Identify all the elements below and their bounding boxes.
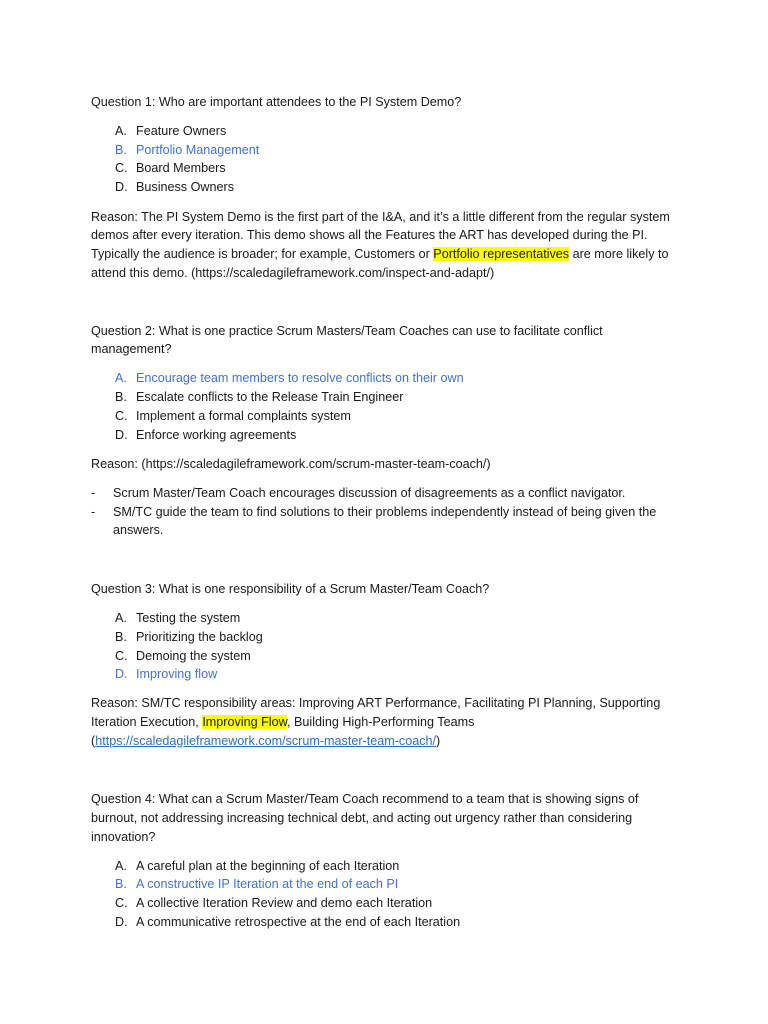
q4-question-line3: innovation? (91, 830, 156, 844)
option-letter: A. (115, 371, 127, 385)
option-letter: C. (115, 649, 128, 663)
option-text: A constructive IP Iteration at the end of each PI (136, 877, 399, 891)
q2-question-line1: Question 2: What is one practice Scrum Masters/Team Coaches can use to facilitate conflict (91, 324, 603, 338)
q2-option-b (115, 388, 403, 407)
option-text: Feature Owners (136, 124, 227, 138)
option-text: A careful plan at the beginning of each Iteration (136, 859, 400, 873)
paren-close: ) (436, 734, 441, 748)
q3-option-a (115, 609, 240, 628)
q1-option-b-correct (115, 141, 259, 160)
option-text: Escalate conflicts to the Release Train Engineer (136, 390, 404, 404)
highlighted-text: Portfolio representatives (433, 247, 570, 261)
q2-bullet-2 (91, 503, 656, 522)
paren-open: ( (91, 734, 96, 748)
q4-option-c (115, 894, 432, 913)
option-text: Testing the system (136, 611, 241, 625)
option-letter: A. (115, 611, 127, 625)
option-text: Board Members (136, 161, 226, 175)
q3-option-b (115, 628, 263, 647)
option-letter: B. (115, 877, 127, 891)
option-letter: D. (115, 428, 128, 442)
q4-question-line2: burnout, not addressing increasing technical debt, and acting out urgency rather than considering (91, 811, 633, 825)
q2-option-d (115, 426, 296, 445)
option-letter: C. (115, 161, 128, 175)
highlighted-text: Improving Flow (202, 715, 288, 729)
option-text: Encourage team members to resolve conflicts on their own (136, 371, 464, 385)
q3-option-c (115, 647, 251, 666)
option-text: Prioritizing the backlog (136, 630, 263, 644)
q1-reason-line3 (91, 245, 669, 264)
bullet-dash: - (91, 505, 96, 519)
bullet-text: Scrum Master/Team Coach encourages discussion of disagreements as a conflict navigator. (113, 486, 626, 500)
option-text: Demoing the system (136, 649, 251, 663)
reason-text: , Building High-Performing Teams (287, 715, 475, 729)
q2-reason: Reason: (https://scaledagileframework.com/scrum-master-team-coach/) (91, 457, 491, 471)
q3-reason-line3 (91, 732, 440, 751)
q3-reason-line2 (91, 713, 474, 732)
option-text: A communicative retrospective at the end of each Iteration (136, 915, 461, 929)
q1-question: Question 1: Who are important attendees to the PI System Demo? (91, 95, 462, 109)
q1-reason-line4: attend this demo. (https://scaledagileframework.com/inspect-and-adapt/) (91, 266, 495, 280)
q4-option-d (115, 913, 460, 932)
q2-option-a-correct (115, 369, 464, 388)
reason-text: are more likely to (569, 247, 669, 261)
option-letter: D. (115, 915, 128, 929)
option-letter: C. (115, 896, 128, 910)
q1-option-d (115, 178, 234, 197)
q3-reason-line1: Reason: SM/TC responsibility areas: Improving ART Performance, Facilitating PI Planning, Supporting (91, 696, 661, 710)
bullet-dash: - (91, 486, 96, 500)
option-letter: D. (115, 180, 128, 194)
option-letter: B. (115, 630, 127, 644)
option-letter: D. (115, 667, 128, 681)
q3-option-d-correct (115, 665, 217, 684)
q4-option-a (115, 857, 399, 876)
reason-text: Iteration Execution, (91, 715, 203, 729)
option-letter: A. (115, 124, 127, 138)
reason-text: Typically the audience is broader; for example, Customers or (91, 247, 434, 261)
q4-option-b-correct (115, 875, 398, 894)
option-text: Portfolio Management (136, 143, 260, 157)
option-letter: C. (115, 409, 128, 423)
option-letter: B. (115, 390, 127, 404)
q1-option-c (115, 159, 226, 178)
option-letter: A. (115, 859, 127, 873)
q1-option-a (115, 122, 226, 141)
q3-question: Question 3: What is one responsibility of a Scrum Master/Team Coach? (91, 582, 490, 596)
option-text: Business Owners (136, 180, 234, 194)
bullet-text: SM/TC guide the team to find solutions to their problems independently instead of being given the (113, 505, 657, 519)
q2-bullet-1 (91, 484, 625, 503)
q2-bullet-2-continued: answers. (113, 523, 164, 537)
q1-reason-line1: Reason: The PI System Demo is the first part of the I&A, and it’s a little different from the regular system (91, 210, 670, 224)
q1-reason-line2: demos after every iteration. This demo shows all the Features the ART has developed during the PI. (91, 228, 648, 242)
option-letter: B. (115, 143, 127, 157)
option-text: A collective Iteration Review and demo each Iteration (136, 896, 433, 910)
option-text: Enforce working agreements (136, 428, 297, 442)
option-text: Implement a formal complaints system (136, 409, 351, 423)
q2-option-c (115, 407, 351, 426)
option-text: Improving flow (136, 667, 218, 681)
q2-question-line2: management? (91, 342, 172, 356)
q4-question-line1: Question 4: What can a Scrum Master/Team Coach recommend to a team that is showing signs of (91, 792, 639, 806)
reference-link[interactable]: https://scaledagileframework.com/scrum-master-team-coach/ (95, 734, 437, 748)
